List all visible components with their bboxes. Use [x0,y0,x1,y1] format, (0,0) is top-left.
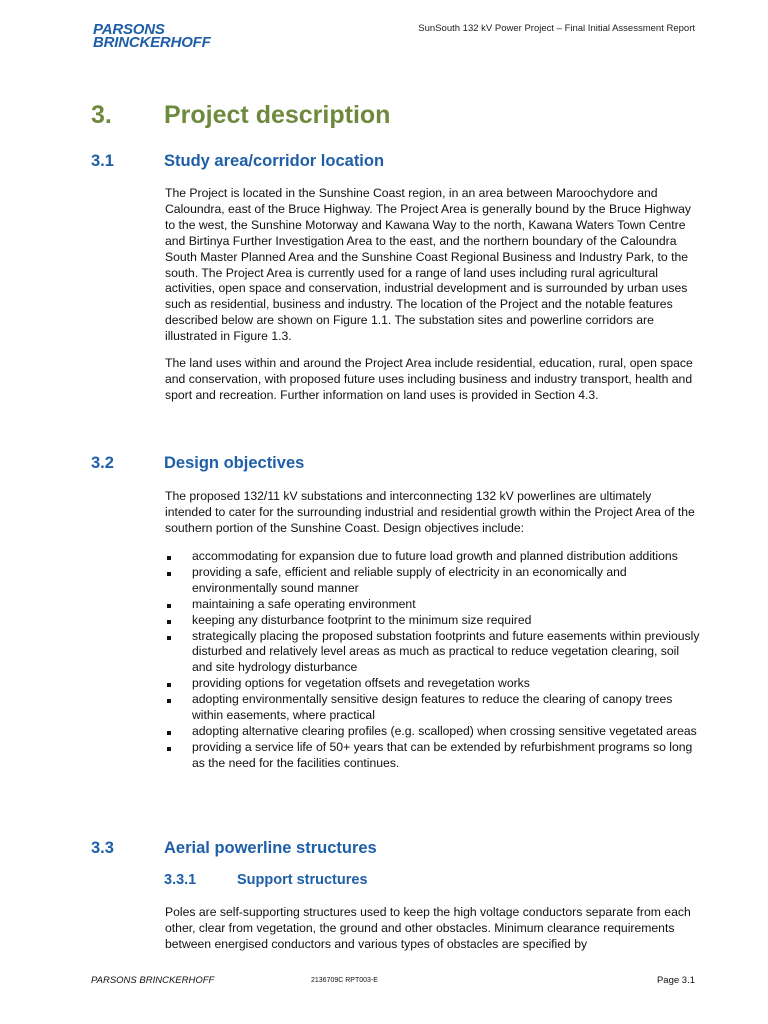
list-item: providing a safe, efficient and reliable supply of electricity in an economically and environmentally sound manner [165,565,700,597]
list-item: providing a service life of 50+ years that can be extended by refurbishment programs so long as the need for the facilities continues. [165,740,700,772]
heading-3-1-number: 3.1 [91,152,114,170]
section-number: 3. [91,101,112,129]
bullet-icon [167,572,171,576]
design-objectives-list [165,549,700,772]
list-item: strategically placing the proposed substation footprints and future easements within previously disturbed and relatively level areas as much as practical to reduce vegetation clearing, soil and site hydrology disturbance [165,629,700,677]
heading-3-3-1-number: 3.3.1 [164,872,197,888]
bullet-icon [167,747,171,751]
footer-doc-ref: 2136709C RPT003-E [311,977,378,984]
list-item: adopting alternative clearing profiles (e.g. scalloped) when crossing sensitive vegetated areas [165,724,700,740]
logo-line1: PARSONS [93,21,165,38]
paragraph-3-1-b: The land uses within and around the Project Area include residential, education, rural, open space and conservation, with proposed future uses including business and industry transport, health and sport and recreation. Further information on land uses is provided in Section 4.3. [165,356,693,402]
list-item: maintaining a safe operating environment [165,597,700,613]
bullet-icon [167,683,171,687]
list-item: adopting environmentally sensitive design features to reduce the clearing of canopy trees within easements, where practical [165,692,700,724]
section-title: Project description [164,101,391,129]
heading-3-3-1-title: Support structures [237,872,368,888]
bullet-icon [167,699,171,703]
heading-3-2-number: 3.2 [91,454,114,472]
heading-3-1-title: Study area/corridor location [164,152,385,170]
footer-company: PARSONS BRINCKERHOFF [91,975,215,986]
bullet-icon [167,731,171,735]
document-title: SunSouth 132 kV Power Project – Final Initial Assessment Report [418,23,695,34]
paragraph-3-1-a: The Project is located in the Sunshine Coast region, in an area between Maroochydore and Caloundra, east of the Bruce Highway. The Project Area is generally bound by the Bruce Highway to the west, the Sunshine Motorway and Kawana Way to the north, Kawana Waters Town Centre and Birtinya Further Investigation Area to the east, and the northern boundary of the Caloundra South Master Planned Area and the Sunshine Coast Regional Business and Industry Park, to the south. The Project Area is currently used for a range of land uses including rural agricultural activities, open space and conservation, industrial development and is surrounded by urban uses such as residential, business and industry. The location of the Project and the notable features described below are shown on Figure 1.1. The substation sites and powerline corridors are illustrated in Figure 1.3. [165,186,691,344]
paragraph-3-3-1: Poles are self-supporting structures used to keep the high voltage conductors separate from each other, clear from vegetation, the ground and other obstacles. Minimum clearance requirements between energised conductors and various types of obstacles are specified by [165,905,691,951]
footer-page-number: Page 3.1 [656,975,695,986]
bullet-icon [167,556,171,560]
paragraph-3-2: The proposed 132/11 kV substations and interconnecting 132 kV powerlines are ultimately intended to cater for the surrounding industrial and residential growth within the Project Area of the southern portion of the Sunshine Coast. Design objectives include: [165,489,695,535]
heading-3-3-title: Aerial powerline structures [164,839,377,857]
list-item: keeping any disturbance footprint to the minimum size required [165,613,700,629]
bullet-icon [167,620,171,624]
logo-line2: BRINCKERHOFF [93,34,211,51]
list-item: providing options for vegetation offsets and revegetation works [165,676,700,692]
heading-3-3-number: 3.3 [91,839,114,857]
list-item: accommodating for expansion due to future load growth and planned distribution additions [165,549,700,565]
bullet-icon [167,636,171,640]
bullet-icon [167,604,171,608]
company-logo [93,23,211,49]
heading-3-2-title: Design objectives [164,454,305,472]
